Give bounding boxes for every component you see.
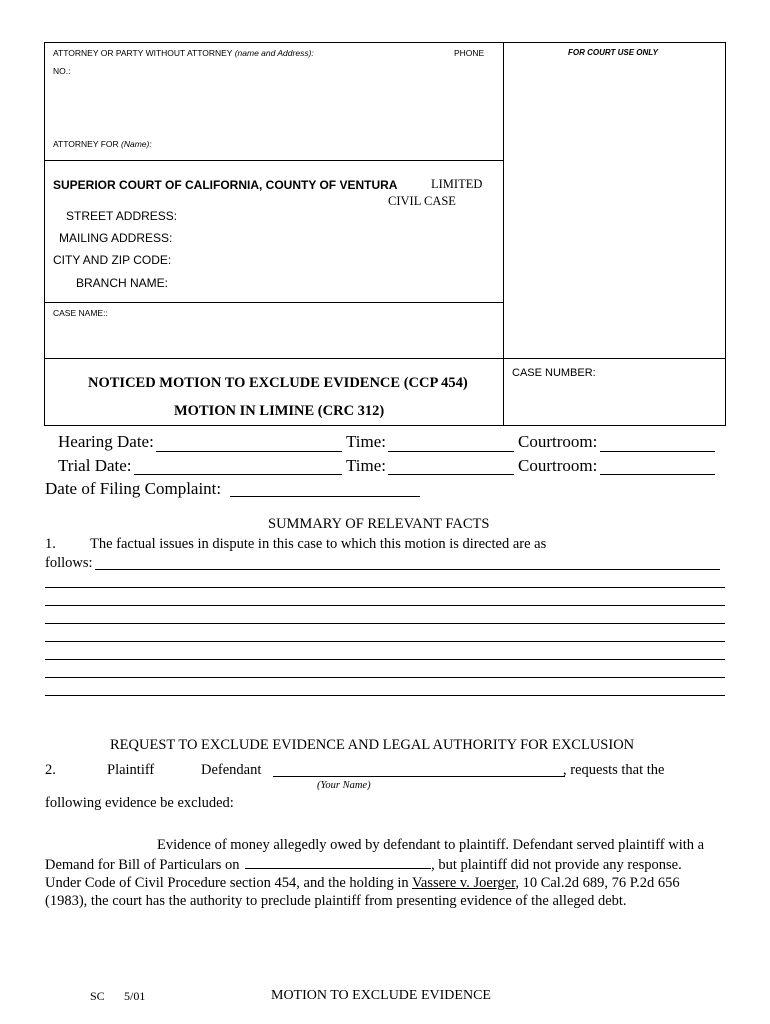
case-number-label: CASE NUMBER: [512,367,596,379]
hearing-time-label: Time: [346,432,387,451]
phone-label: PHONE [454,48,485,58]
trial-time-label: Time: [346,456,387,475]
filing-complaint-label: Date of Filing Complaint: [45,479,222,498]
footer-title: MOTION TO EXCLUDE EVIDENCE [271,988,491,1003]
your-name-line [273,776,565,777]
demand-text: Demand for Bill of Particulars on [45,857,240,873]
case-citation: Vassere v. Joerger [412,875,516,891]
facts-line [45,587,725,588]
form-code: SC [90,989,105,1003]
court-section-divider [44,302,504,303]
attorney-label-italic: (name and Address): [234,48,314,58]
trial-date-label: Trial Date: [58,456,132,475]
facts-line [45,623,725,624]
attorney-for-italic: (Name): [121,139,152,149]
filing-complaint-line [230,496,420,497]
case-name-label: CASE NAME:: [53,308,108,318]
facts-line [45,659,725,660]
branch-name-label: BRANCH NAME: [76,276,169,290]
attorney-for-text: ATTORNEY FOR [53,139,119,149]
court-use-label: FOR COURT USE ONLY [568,48,658,57]
city-zip-label: CITY AND ZIP CODE: [53,253,172,267]
motion-title-line2: MOTION IN LIMINE (CRC 312) [174,403,385,419]
attorney-label [53,48,314,58]
follows-line [95,569,720,570]
evidence-para-line4: (1983), the court has the authority to preclude plaintiff from presenting evidence of the alleged debt. [45,893,627,909]
motion-title-line1: NOTICED MOTION TO EXCLUDE EVIDENCE (CCP 454) [88,375,468,391]
hearing-date-label: Hearing Date: [58,432,154,451]
no-label: NO.: [53,66,71,76]
attorney-label-text: ATTORNEY OR PARTY WITHOUT ATTORNEY [53,48,233,58]
hearing-time-line [388,451,514,452]
attorney-for-label [53,139,152,149]
mailing-address-label: MAILING ADDRESS: [59,231,173,245]
citation-text: , 10 Cal.2d 689, 76 P.2d 656 [515,875,680,891]
street-address-label: STREET ADDRESS: [66,209,178,223]
trial-time-line [388,474,514,475]
request-item-number: 2. [45,762,56,778]
trial-courtroom-line [600,474,715,475]
evidence-para-line1: Evidence of money allegedly owed by defendant to plaintiff. Defendant served plaintiff with a [157,837,705,853]
civil-case-label: CIVIL CASE [388,194,456,208]
plaintiff-option[interactable]: Plaintiff [107,762,155,778]
summary-heading: SUMMARY OF RELEVANT FACTS [268,516,490,532]
request-heading: REQUEST TO EXCLUDE EVIDENCE AND LEGAL AUTHORITY FOR EXCLUSION [110,737,635,753]
facts-line [45,605,725,606]
limited-label: LIMITED [431,177,483,191]
hearing-courtroom-label: Courtroom: [518,432,598,451]
facts-line [45,677,725,678]
trial-courtroom-label: Courtroom: [518,456,598,475]
hearing-courtroom-line [600,451,715,452]
caption-divider-vertical [503,42,504,426]
case-name-divider [44,358,726,359]
follows-label: follows: [45,555,93,571]
facts-line [45,641,725,642]
summary-item-text: The factual issues in dispute in this case to which this motion is directed are as [90,536,547,552]
court-name: SUPERIOR COURT OF CALIFORNIA, COUNTY OF VENTURA [53,178,398,192]
demand-date-blank [245,856,431,869]
following-evidence-text: following evidence be excluded: [45,795,234,811]
defendant-option[interactable]: Defendant [201,762,262,778]
form-revision: 5/01 [124,989,146,1003]
hearing-date-line [156,451,342,452]
trial-date-line [134,474,342,475]
your-name-caption: (Your Name) [317,780,371,791]
ccp-text: Under Code of Civil Procedure section 454, and the holding in [45,875,409,891]
evidence-para-line2 [45,856,682,874]
attorney-section-divider [44,160,504,161]
summary-item-number: 1. [45,536,56,552]
evidence-para-line3 [45,875,680,892]
no-response-text: , but plaintiff did not provide any response. [431,857,682,873]
requests-that-text: , requests that the [563,762,665,778]
facts-line [45,695,725,696]
